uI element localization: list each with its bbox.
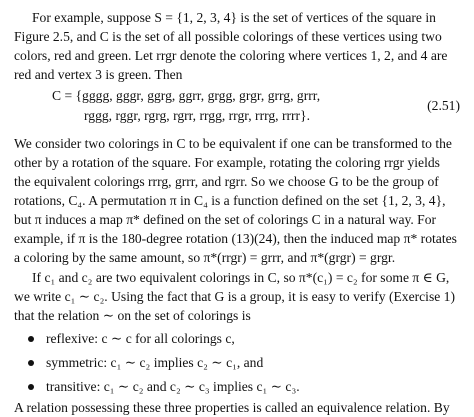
list-item (28, 353, 263, 372)
bullet-text: reflexive: c ∼ c for all colorings c, (46, 331, 235, 346)
paragraph-intro (14, 8, 460, 84)
bullet-icon (28, 384, 34, 390)
text-line: a coloring by the same amount, so π*(rrgr) = grrr, and π*(grgr) = grgr. (14, 250, 396, 265)
text-line: If c₁ and c₂ are two equivalent colorings in C, so π*(c₁) = c₂ for some π ∈ G, (32, 270, 450, 285)
list-item (28, 329, 235, 348)
text-line: We consider two colorings in C to be equivalent if one can be transformed to the (14, 136, 452, 151)
text-line: red and vertex 3 is green. Then (14, 67, 183, 82)
text-line: that the relation ∼ on the set of colorings is (14, 308, 251, 323)
bullet-text: transitive: c₁ ∼ c₂ and c₂ ∼ c₃ implies c₁ ∼ c₃. (46, 379, 300, 394)
text-line: Figure 2.5, and C is the set of all possible colorings of these vertices using two (14, 29, 442, 44)
bullet-icon (28, 336, 34, 342)
text-line: For example, suppose S = {1, 2, 3, 4} is the set of vertices of the square in (32, 10, 436, 25)
bullet-text: symmetric: c₁ ∼ c₂ implies c₂ ∼ c₁, and (46, 355, 264, 370)
text-line: other by a rotation of the square. For example, rotating the coloring rrgr yields (14, 155, 440, 170)
paragraph-equivalence (14, 134, 460, 267)
text-line: A relation possessing these three properties is called an equivalence relation. By (14, 400, 450, 415)
paragraph-closing (14, 398, 460, 417)
text-line: rotations, C₄. A permutation π in C₄ is a function defined on the set {1, 2, 3, 4}, (14, 193, 446, 208)
text-line: colors, red and green. Let rrgr denote the coloring where vertices 1, 2, and 4 are (14, 48, 448, 63)
text-line: example, if π is the 180-degree rotation (13)(24), then the induced map π* rotates (14, 231, 457, 246)
list-item (28, 377, 300, 396)
equation-line: rggg, rggr, rgrg, rgrr, rrgg, rrgr, rrrg, rrrr}. (84, 108, 311, 123)
equation-line: C = {gggg, gggr, ggrg, ggrr, grgg, grgr, grrg, grrr, (52, 88, 321, 103)
text-line: the equivalent colorings rrrg, grrr, and rgrr. So we choose G to be the group of (14, 174, 439, 189)
paragraph-relation (14, 268, 460, 325)
equation-number: (2.51) (427, 98, 460, 113)
text-line: but π induces a map π* defined on the set of colorings C in a natural way. For (14, 212, 437, 227)
bullet-icon (28, 360, 34, 366)
text-line: we write c₁ ∼ c₂. Using the fact that G is a group, it is easy to verify (Exercise 1) (14, 289, 456, 304)
equation-2-51 (14, 86, 460, 126)
